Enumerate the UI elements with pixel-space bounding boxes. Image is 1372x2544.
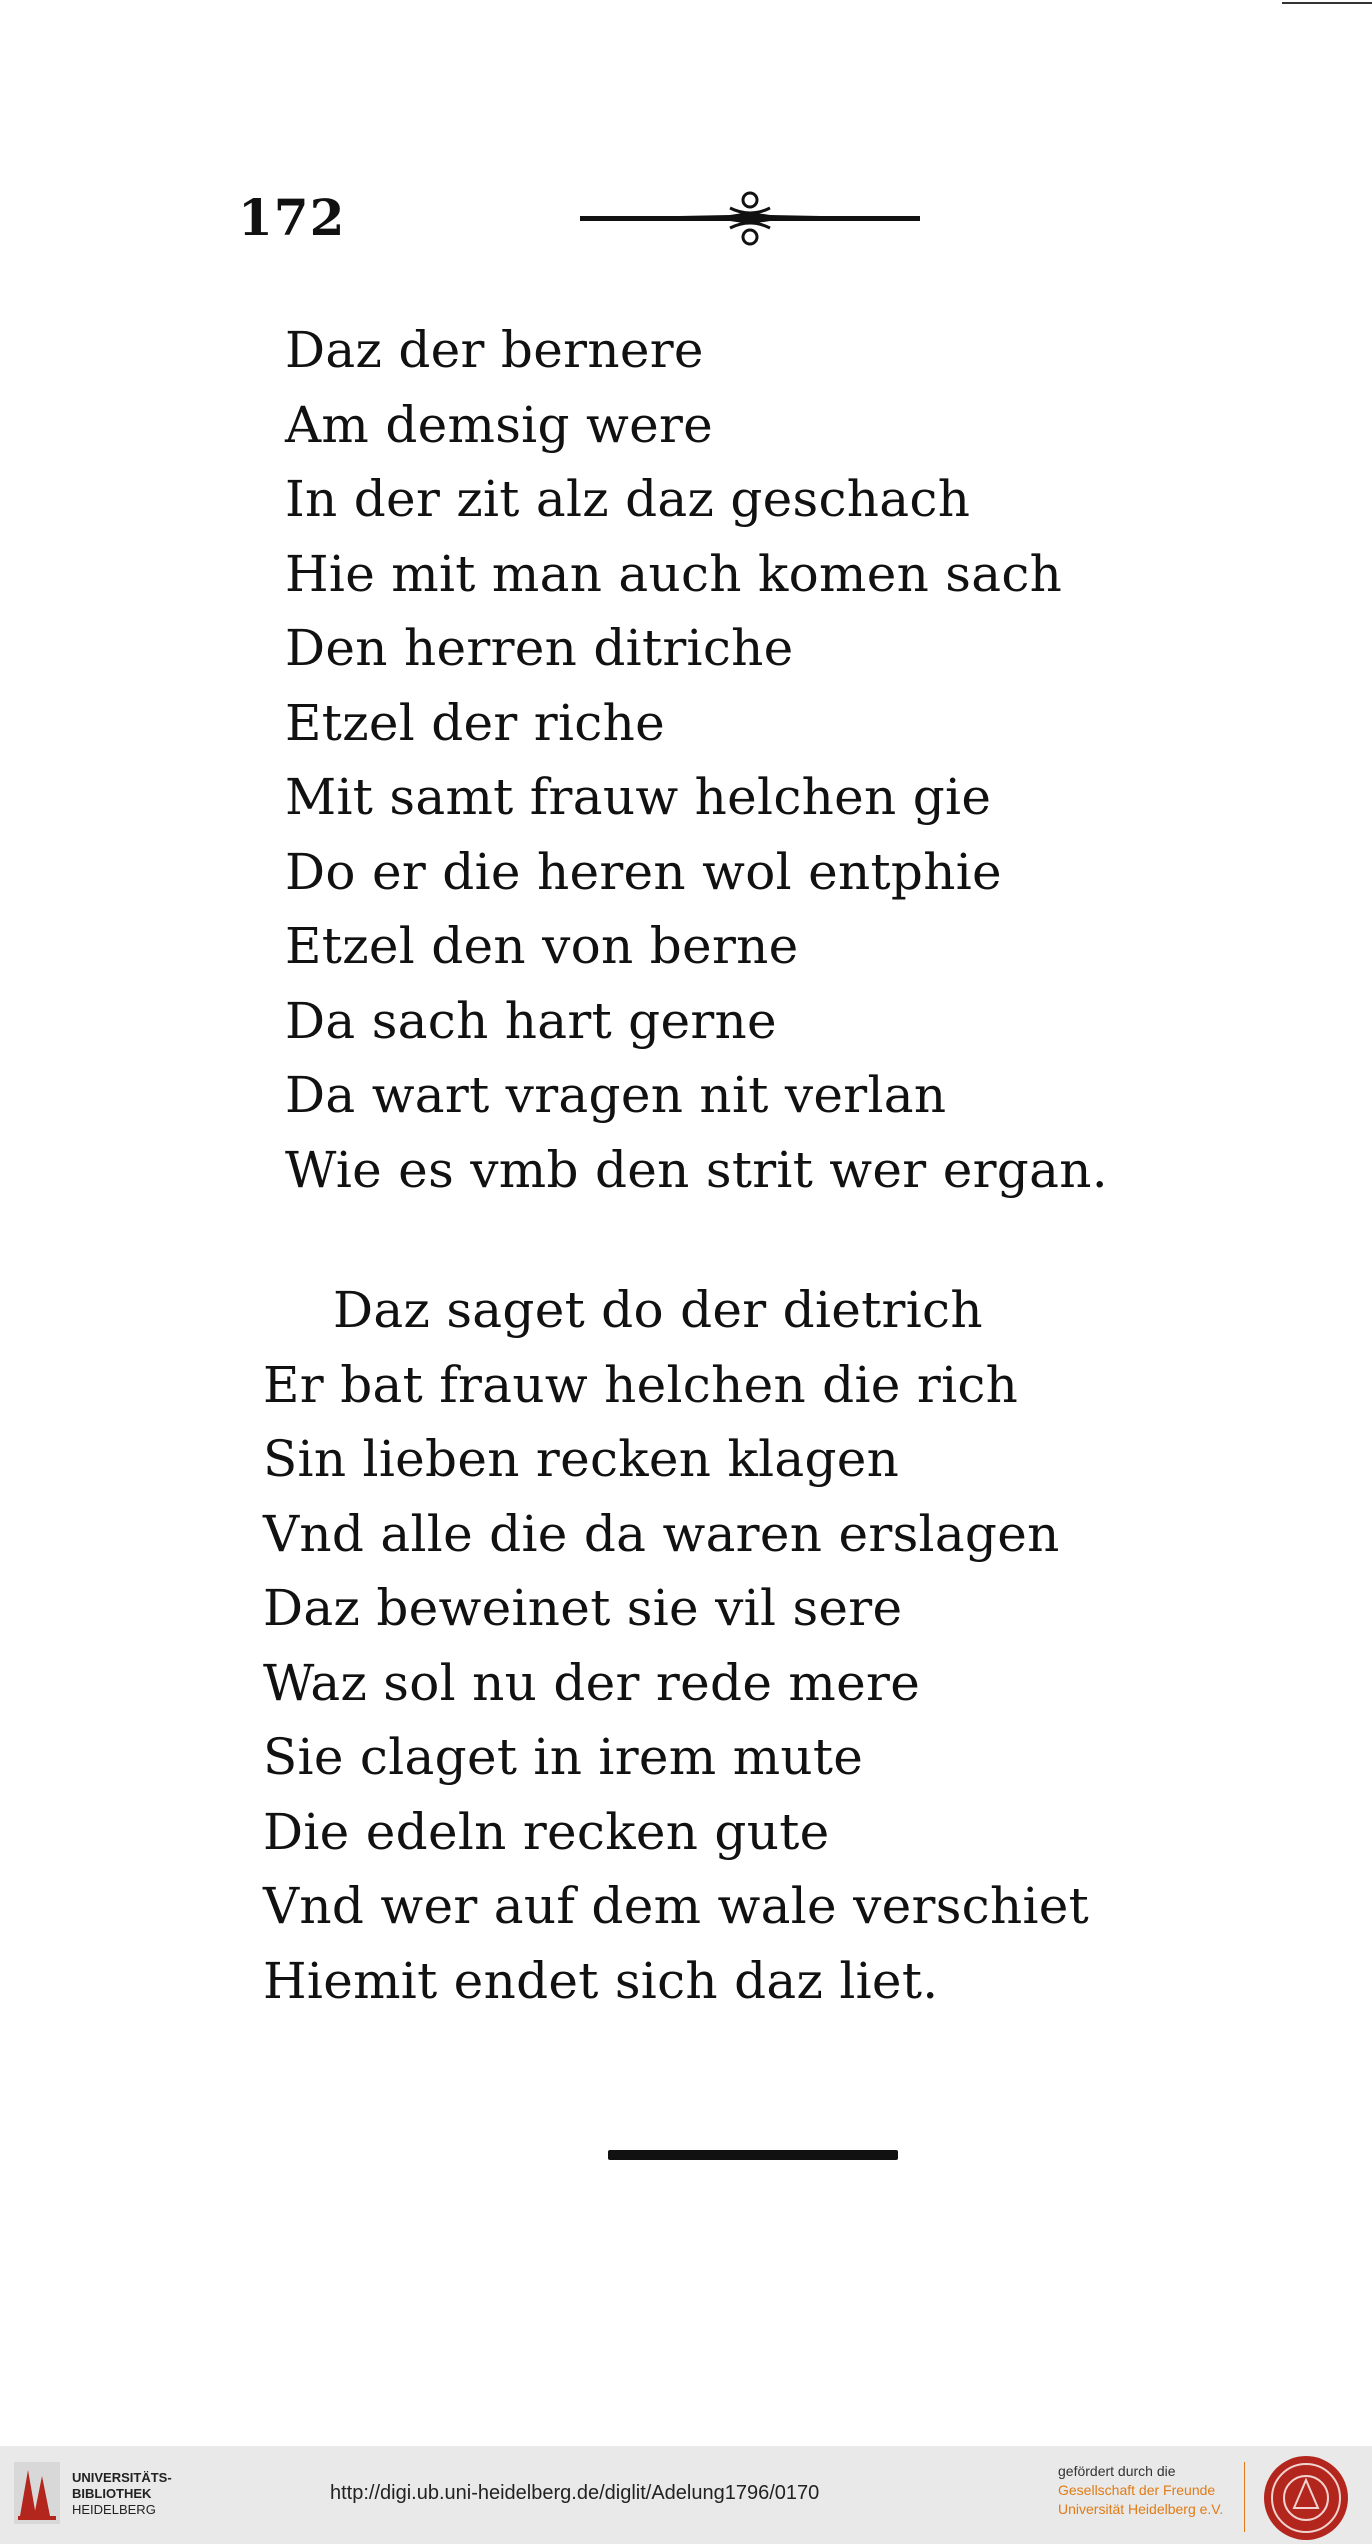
verse-line: Do er die heren wol entphie bbox=[285, 842, 1002, 901]
verse-line: Sin lieben recken klagen bbox=[263, 1430, 900, 1488]
verse-line: Da sach hart gerne bbox=[285, 991, 777, 1050]
sponsor-org: Gesellschaft der Freunde bbox=[1058, 2482, 1216, 2498]
verse-line: Daz beweinet sie vil sere bbox=[263, 1579, 903, 1637]
verse-line: In der zit alz daz geschach bbox=[285, 470, 971, 528]
library-name-line: BIBLIOTHEK bbox=[72, 2486, 152, 2501]
stanza-1 bbox=[285, 313, 1108, 1207]
verse-line: Hie mit man auch komen sach bbox=[285, 544, 1063, 603]
verse-line: Sie claget in irem mute bbox=[263, 1728, 864, 1786]
library-logo-icon bbox=[14, 2462, 60, 2524]
sponsor-intro: gefördert durch die bbox=[1058, 2463, 1176, 2479]
verse-line: Daz saget do der dietrich bbox=[333, 1281, 983, 1339]
verse-line: Etzel der riche bbox=[285, 693, 665, 752]
library-name-line: HEIDELBERG bbox=[72, 2502, 156, 2517]
verse-line: Daz der bernere bbox=[285, 321, 704, 379]
university-seal-icon bbox=[1262, 2454, 1350, 2542]
verse-line: Waz sol nu der rede mere bbox=[263, 1653, 921, 1712]
library-name-line: UNIVERSITÄTS- bbox=[72, 2470, 172, 2485]
header-ornament-icon bbox=[580, 188, 920, 248]
verse-line: Am demsig were bbox=[285, 395, 714, 454]
verse-line: Hiemit endet sich daz liet. bbox=[263, 1951, 939, 2010]
verse-line: Wie es vmb den strit wer ergan. bbox=[285, 1140, 1108, 1199]
verse-line: Vnd wer auf dem wale verschiet bbox=[263, 1877, 1090, 1935]
verse-line: Etzel den von berne bbox=[285, 917, 799, 975]
permalink-url[interactable]: http://digi.ub.uni-heidelberg.de/diglit/Adelung1796/0170 bbox=[330, 2482, 820, 2504]
verse-line: Mit samt frauw helchen gie bbox=[285, 768, 992, 826]
end-rule bbox=[608, 2150, 898, 2160]
library-name bbox=[72, 2470, 172, 2518]
verse-line: Den herren ditriche bbox=[285, 619, 794, 677]
footer-bar bbox=[0, 2446, 1372, 2544]
verse-line: Die edeln recken gute bbox=[263, 1802, 830, 1861]
page-number: 172 bbox=[238, 188, 346, 247]
sponsor-note bbox=[1058, 2462, 1223, 2519]
verse-line: Da wart vragen nit verlan bbox=[285, 1066, 947, 1124]
verse-line: Er bat frauw helchen die rich bbox=[263, 1355, 1019, 1414]
sponsor-divider bbox=[1244, 2462, 1245, 2532]
stanza-2 bbox=[263, 1273, 1089, 2018]
top-edge-rule bbox=[1282, 2, 1372, 4]
sponsor-org: Universität Heidelberg e.V. bbox=[1058, 2501, 1224, 2517]
verse-line: Vnd alle die da waren erslagen bbox=[263, 1504, 1060, 1563]
